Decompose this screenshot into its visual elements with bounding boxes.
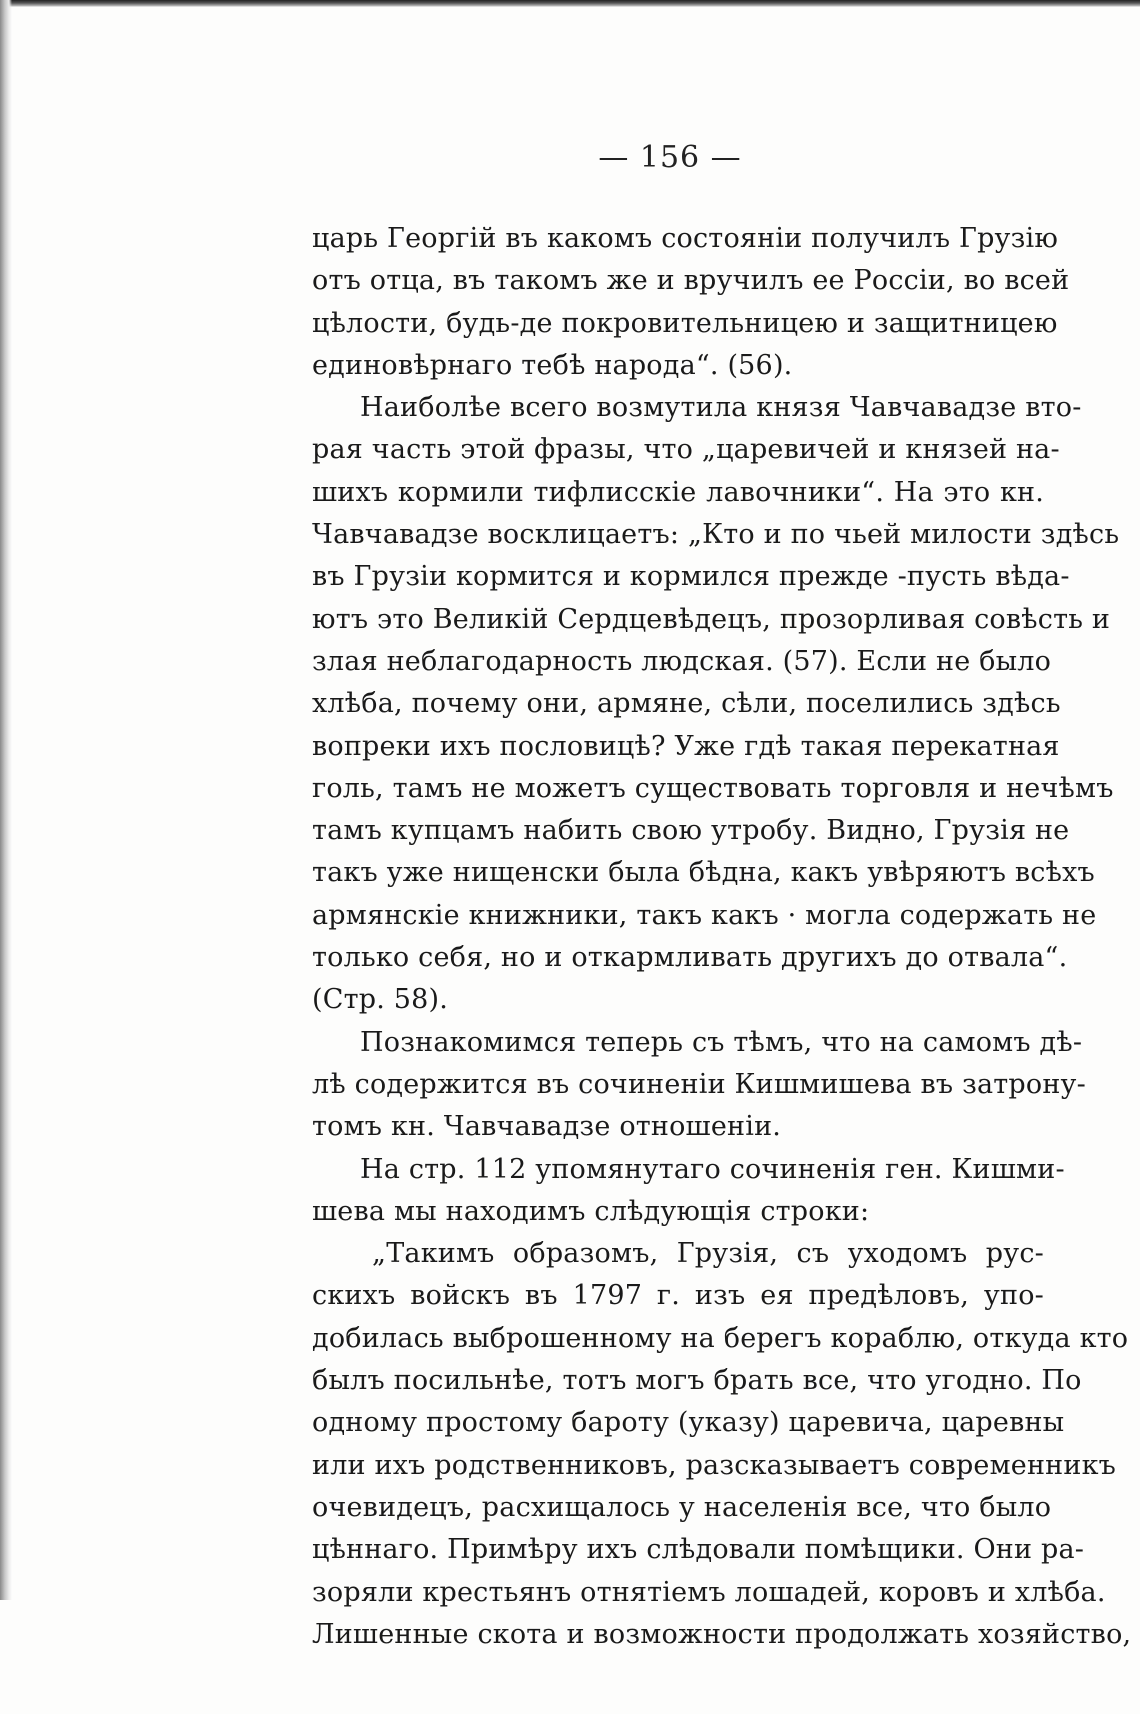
text-line: добилась выброшенному на берегъ кораблю, откуда кто <box>312 1322 1129 1354</box>
text-line: (Стр. 58). <box>312 984 449 1016</box>
body-text <box>312 218 1132 1656</box>
text-line: или ихъ родственниковъ, разсказываетъ современникъ <box>312 1449 1117 1481</box>
text-line: злая неблагодарность людская. (57). Если не было <box>312 645 1052 677</box>
text-line: Чавчавадзе восклицаетъ: „Кто и по чьей милости здѣсь <box>312 519 1120 551</box>
page-number: — 156 — <box>598 140 742 175</box>
text-line: очевидецъ, расхищалось у населенія все, что было <box>312 1491 1052 1523</box>
text-line: тамъ купцамъ набить свою утробу. Видно, Грузія не <box>312 815 1070 847</box>
text-line: цѣлости, будь-де покровительницею и защитницею <box>312 307 1058 339</box>
text-line: Наиболѣе всего возмутила князя Чавчавадзе вто- <box>360 392 1082 424</box>
text-line: такъ уже нищенски была бѣдна, какъ увѣряютъ всѣхъ <box>312 857 1095 889</box>
text-line: армянскіе книжники, такъ какъ · могла содержать не <box>312 899 1097 931</box>
text-line: рая часть этой фразы, что „царевичей и князей на- <box>312 434 1060 466</box>
text-line: томъ кн. Чавчавадзе отношеніи. <box>312 1111 782 1143</box>
text-line: шева мы находимъ слѣдующія строки: <box>312 1195 870 1227</box>
text-line: цѣннаго. Примѣру ихъ слѣдовали помѣщики. Они ра- <box>312 1534 1085 1566</box>
text-line: только себя, но и откармливать другихъ до отвала“. <box>312 942 1068 974</box>
text-line: Познакомимся теперь съ тѣмъ, что на самомъ дѣ- <box>360 1026 1083 1058</box>
text-line: „Такимъ образомъ, Грузія, съ уходомъ рус- <box>372 1238 1044 1270</box>
text-line: вопреки ихъ пословицѣ? Уже гдѣ такая перекатная <box>312 730 1060 762</box>
scan-left-edge <box>0 0 12 1600</box>
text-line: ютъ это Великій Сердцевѣдецъ, прозорливая совѣсть и <box>312 603 1111 635</box>
text-line: единовѣрнаго тебѣ народа“. (56). <box>312 349 793 381</box>
text-line: шихъ кормили тифлисскіе лавочники“. На это кн. <box>312 476 1044 508</box>
text-line: лѣ содержится въ сочиненіи Кишмишева въ затрону- <box>312 1068 1086 1100</box>
text-line: отъ отца, въ такомъ же и вручилъ ее Россіи, во всей <box>312 265 1070 297</box>
text-line: скихъ войскъ въ 1797 г. изъ ея предѣловъ, упо- <box>312 1280 1044 1312</box>
text-line: царь Георгій въ какомъ состояніи получилъ Грузію <box>312 223 1059 254</box>
text-line: зоряли крестьянъ отнятіемъ лошадей, коровъ и хлѣба. <box>312 1576 1106 1608</box>
text-line: На стр. 112 упомянутаго сочиненія ген. Кишми- <box>360 1153 1065 1185</box>
text-line: Лишенные скота и возможности продолжать хозяйство, <box>312 1618 1132 1650</box>
text-line: хлѣба, почему они, армяне, сѣли, поселились здѣсь <box>312 688 1061 720</box>
text-line: одному простому бароту (указу) царевича, царевны <box>312 1407 1065 1439</box>
text-line: былъ посильнѣе, тотъ могъ брать все, что угодно. По <box>312 1365 1082 1397</box>
text-line: въ Грузіи кормится и кормился прежде -пусть вѣда- <box>312 561 1070 593</box>
text-line: голь, тамъ не можетъ существовать торговля и нечѣмъ <box>312 772 1114 804</box>
scan-top-edge <box>0 0 1140 7</box>
